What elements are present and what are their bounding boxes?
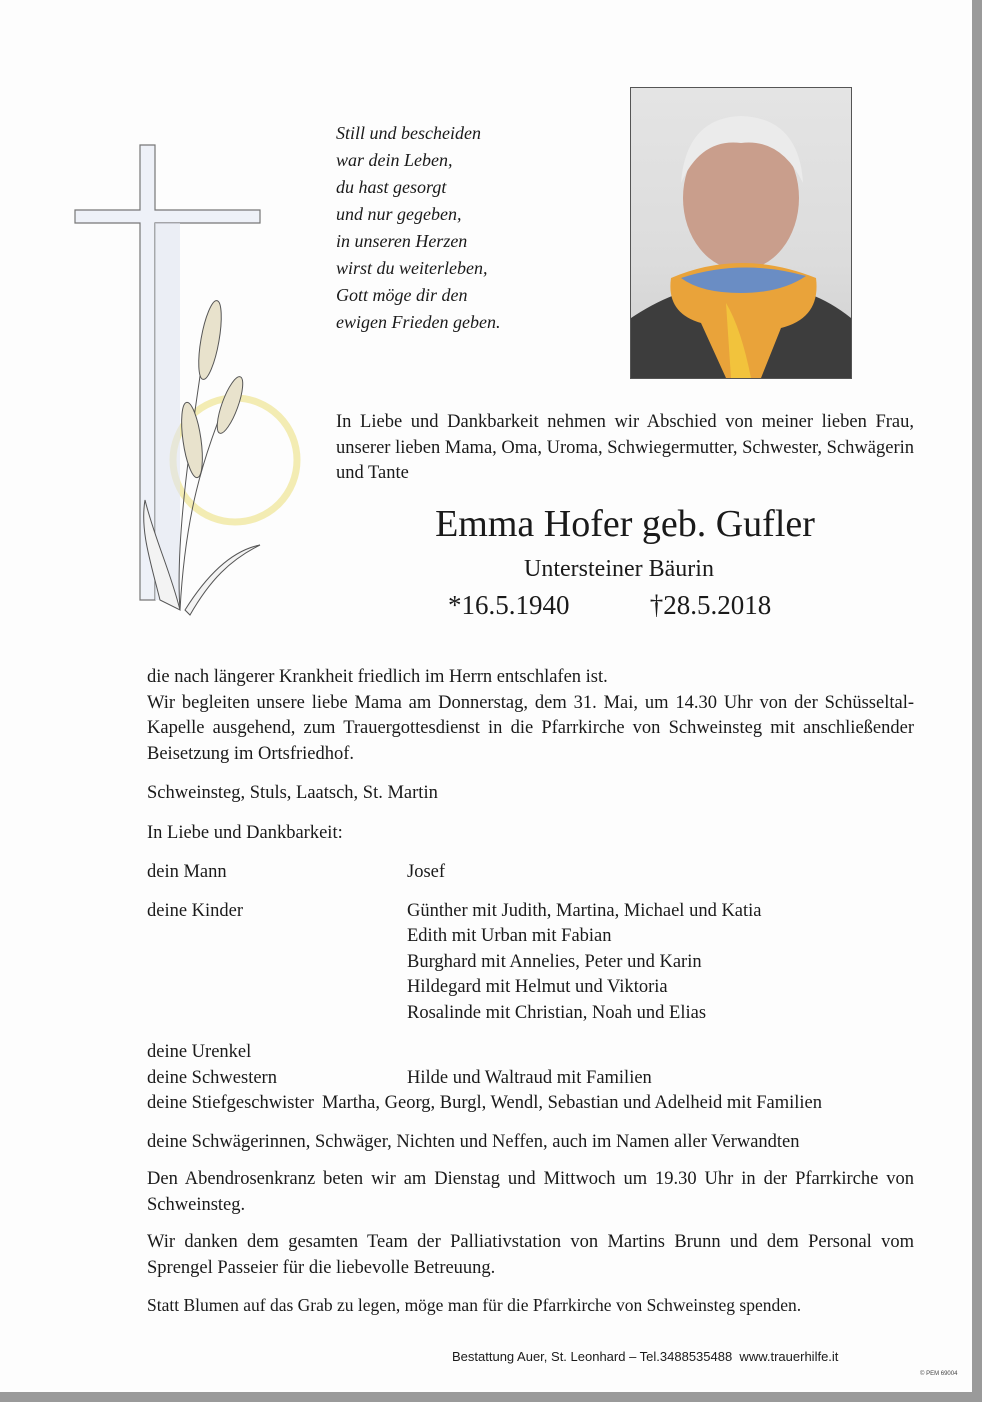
poem-line: wirst du weiterleben,: [336, 258, 488, 278]
relation-label: deine Schwestern: [147, 1067, 277, 1088]
deceased-subtitle: Untersteiner Bäurin: [524, 556, 714, 582]
poem-line: in unseren Herzen: [336, 231, 468, 251]
mourner-row: [147, 899, 914, 1027]
relation-label: dein Mann: [147, 862, 227, 882]
rosary-notice: Den Abendrosenkranz beten wir am Dienstag und Mittwoch um 19.30 Uhr in der Pfarrkirche von Schweinsteg.: [147, 1169, 914, 1215]
gratitude-notice: Wir danken dem gesamten Team der Palliativstation von Martins Brunn und dem Personal vom Sprengel Passeier für die liebevolle Betreuung.: [147, 1232, 914, 1278]
child-family: Rosalinde mit Christian, Noah und Elias: [407, 1002, 707, 1023]
intro-text: In Liebe und Dankbarkeit nehmen wir Abschied von meiner lieben Frau, unserer lieben Mama, Oma, Uroma, Schwiegermutter, Schwester, Schwägerin und Tante: [336, 412, 914, 483]
child-family: Edith mit Urban mit Fabian: [407, 926, 612, 946]
death-date: †28.5.2018: [649, 590, 772, 620]
flowers-notice: Statt Blumen auf das Grab zu legen, möge man für die Pfarrkirche von Schweinsteg spenden.: [147, 1295, 802, 1315]
relation-label: deine Urenkel: [147, 1042, 252, 1062]
paragraph: die nach längerer Krankheit friedlich im Herrn entschlafen ist.: [147, 667, 608, 687]
poem: [336, 120, 500, 336]
child-family: Günther mit Judith, Martina, Michael und Katia: [407, 900, 762, 921]
child-family: Burghard mit Annelies, Peter und Karin: [407, 951, 702, 972]
places: Schweinsteg, Stuls, Laatsch, St. Martin: [147, 783, 438, 803]
poem-line: Gott möge dir den: [336, 285, 468, 305]
paragraph: Wir begleiten unsere liebe Mama am Donnerstag, dem 31. Mai, um 14.30 Uhr von der Schüsseltal-Kapelle ausgehend, zum Trauergottesdienst in die Pfarrkirche von Schweinsteg mit anschließender Beisetzung im Ortsfriedhof.: [147, 692, 914, 764]
funeral-home-footer: Bestattung Auer, St. Leonhard – Tel.3488535488 www.trauerhilfe.it: [452, 1349, 839, 1364]
relation-names: Hilde und Waltraud mit Familien: [407, 1067, 652, 1088]
mourner-row: [147, 860, 914, 886]
obituary-body: [147, 665, 914, 1319]
cross-with-wheat-illustration: [60, 140, 310, 620]
poem-line: du hast gesorgt: [336, 177, 447, 197]
deceased-name: Emma Hofer geb. Gufler: [435, 503, 815, 545]
relation-label: deine Kinder: [147, 900, 244, 921]
portrait-photo: [630, 87, 852, 379]
poem-line: Still und bescheiden: [336, 123, 481, 143]
relation-label: deine Stiefgeschwister: [147, 1093, 314, 1113]
relation-names: Martha, Georg, Burgl, Wendl, Sebastian und Adelheid mit Familien: [321, 1093, 822, 1113]
thanks-heading: In Liebe und Dankbarkeit:: [147, 822, 343, 843]
birth-date: *16.5.1940: [448, 590, 570, 620]
life-dates: [448, 590, 771, 621]
poem-line: war dein Leben,: [336, 150, 453, 170]
relation-names: Josef: [407, 862, 446, 882]
poem-line: ewigen Frieden geben.: [336, 312, 501, 332]
mourner-row: [147, 1066, 914, 1092]
mourner-row: [147, 1091, 914, 1117]
poem-line: und nur gegeben,: [336, 204, 462, 224]
in-laws: deine Schwägerinnen, Schwäger, Nichten und Neffen, auch im Namen aller Verwandten: [147, 1131, 800, 1152]
child-family: Hildegard mit Helmut und Viktoria: [407, 977, 668, 997]
print-code: © PEM 69004: [920, 1371, 958, 1377]
